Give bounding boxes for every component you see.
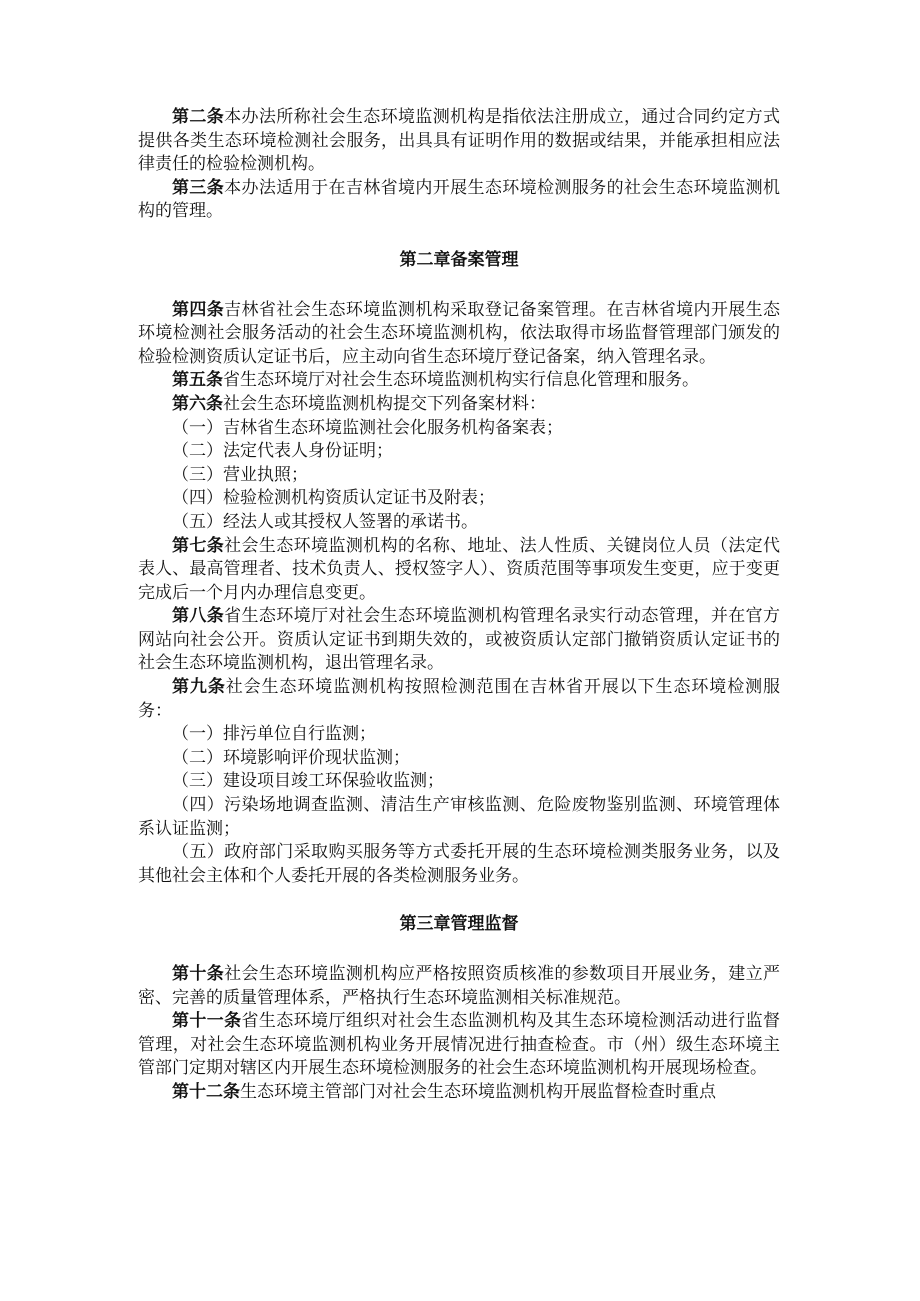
list-item: （二）环境影响评价现状监测； [172,747,410,768]
article-text: 本办法适用于在吉林省境内开展生态环境检测服务的社会生态环境监测机构的管理。 [138,177,781,222]
article-5 [138,369,780,393]
article-text: 生态环境主管部门对社会生态环境监测机构开展监督检查时重点 [240,1081,716,1102]
article-12 [138,1081,780,1105]
article-label: 第六条 [172,393,223,414]
article-2 [138,106,780,177]
article-label: 第十条 [172,964,225,984]
list-item: （五）政府部门采取购买服务等方式委托开展的生态环境检测类服务业务，以及其他社会主体和个人委托开展的各类检测服务业务。 [138,842,780,886]
list-item: （三）建设项目竣工环保验收监测； [172,771,444,792]
article-text: 社会生态环境监测机构按照检测范围在吉林省开展以下生态环境检测服务： [138,677,781,721]
article-label: 第二条 [172,107,225,127]
article-label: 第十一条 [172,1011,242,1032]
article-4 [138,299,780,370]
list-item: （五）经法人或其授权人签署的承诺书。 [172,511,478,532]
document-body [138,106,780,1105]
article-11 [138,1010,780,1081]
article-text: 省生态环境厅组织对社会生态监测机构及其生态环境检测活动进行监督管理，对社会生态环境监测机构业务开展情况进行抽查检查。市（州）级生态环境主管部门定期对辖区内开展生态环境检测服务的社会生态环境监测机构开展现场检查。 [138,1011,781,1079]
article-8 [138,605,780,676]
article-text: 社会生态环境监测机构的名称、地址、法人性质、关键岗位人员（法定代表人、最高管理者、技术负责人、授权签字人）、资质范围等事项发生变更，应于变更完成后一个月内办理信息变更。 [138,535,781,603]
chapter-heading: 第三章管理监督 [399,914,519,935]
list-item: （四）污染场地调查监测、清洁生产审核监测、危险废物鉴别监测、环境管理体系认证监测； [138,795,780,839]
list-item: （一）吉林省生态环境监测社会化服务机构备案表； [172,417,563,438]
article-7 [138,535,780,606]
article-10 [138,963,780,1010]
article-label: 第五条 [172,370,223,391]
article-text: 吉林省社会生态环境监测机构采取登记备案管理。在吉林省境内开展生态环境检测社会服务活动的社会生态环境监测机构，依法取得市场监督管理部门颁发的检验检测资质认定证书后，应主动向省生态环境厅登记备案，纳入管理名录。 [138,299,781,367]
list-item: （一）排污单位自行监测； [172,724,376,745]
article-label: 第十二条 [172,1081,240,1102]
article-label: 第三条 [172,177,225,198]
chapter-heading: 第二章备案管理 [399,249,519,270]
article-6 [138,393,780,417]
article-text: 省生态环境厅对社会生态环境监测机构实行信息化管理和服务。 [223,370,699,391]
article-text: 本办法所称社会生态环境监测机构是指依法注册成立，通过合同约定方式提供各类生态环境检测社会服务，出具具有证明作用的数据或结果，并能承担相应法律责任的检验检测机构。 [138,107,781,175]
article-text: 省生态环境厅对社会生态环境监测机构管理名录实行动态管理，并在官方网站向社会公开。资质认定证书到期失效的，或被资质认定部门撤销资质认定证书的社会生态环境监测机构，退出管理名录。 [138,606,781,674]
article-3 [138,177,780,224]
list-item: （三）营业执照； [172,464,308,485]
article-text: 社会生态环境监测机构提交下列备案材料： [223,393,546,414]
article-label: 第八条 [172,606,225,627]
list-item: （四）检验检测机构资质认定证书及附表； [172,488,495,509]
article-9 [138,676,780,723]
list-item: （二）法定代表人身份证明； [172,441,393,462]
article-text: 社会生态环境监测机构应严格按照资质核准的参数项目开展业务，建立严密、完善的质量管理体系，严格执行生态环境监测相关标准规范。 [138,964,781,1008]
article-label: 第四条 [172,299,225,320]
article-label: 第七条 [172,535,225,556]
article-label: 第九条 [172,677,226,698]
